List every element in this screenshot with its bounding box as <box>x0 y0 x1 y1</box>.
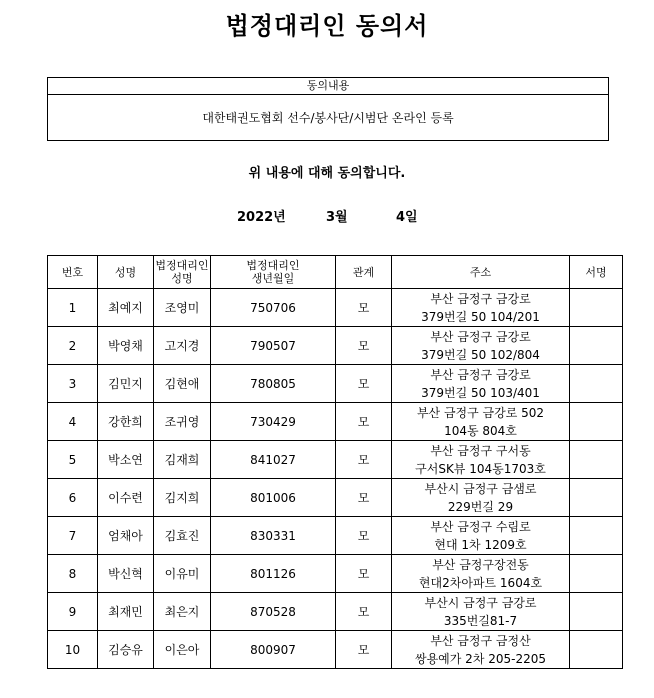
guardian-birthdate: 870528 <box>211 593 336 631</box>
student-name: 김민지 <box>98 365 154 403</box>
student-name: 김승유 <box>98 631 154 669</box>
guardian-birthdate: 780805 <box>211 365 336 403</box>
row-number: 1 <box>48 289 98 327</box>
date-month: 3월 <box>326 210 348 225</box>
table-row <box>48 289 623 327</box>
header-address: 주소 <box>392 256 570 289</box>
relation: 모 <box>336 327 392 365</box>
table-row <box>48 365 623 403</box>
guardian-birthdate: 801126 <box>211 555 336 593</box>
row-number: 2 <box>48 327 98 365</box>
address-line-1: 부산시 금정구 금강로 <box>424 595 537 610</box>
guardian-birthdate: 750706 <box>211 289 336 327</box>
date-day: 4일 <box>396 210 418 225</box>
guardian-roster-table <box>47 255 623 669</box>
relation: 모 <box>336 441 392 479</box>
table-row <box>48 631 623 669</box>
consent-header: 동의내용 <box>48 78 608 95</box>
address-line-2: 379번길 50 104/201 <box>421 309 540 324</box>
address-line-2: 현대 1차 1209호 <box>434 537 527 552</box>
table-row <box>48 327 623 365</box>
table-header-row <box>48 256 623 289</box>
signature-cell[interactable] <box>570 441 623 479</box>
student-name: 엄채아 <box>98 517 154 555</box>
address-line-2: 335번길81-7 <box>443 613 518 628</box>
table-row <box>48 517 623 555</box>
guardian-birthdate: 800907 <box>211 631 336 669</box>
guardian-name: 이은아 <box>154 631 211 669</box>
signature-cell[interactable] <box>570 289 623 327</box>
relation: 모 <box>336 479 392 517</box>
signature-cell[interactable] <box>570 631 623 669</box>
student-name: 박영채 <box>98 327 154 365</box>
address-line-2: 379번길 50 103/401 <box>421 385 540 400</box>
address-line-2: 현대2차아파트 1604호 <box>418 575 543 590</box>
table-row <box>48 555 623 593</box>
date-year: 2022년 <box>237 210 286 225</box>
table-row <box>48 479 623 517</box>
signature-cell[interactable] <box>570 365 623 403</box>
relation: 모 <box>336 517 392 555</box>
guardian-name: 김지희 <box>154 479 211 517</box>
address <box>392 479 570 517</box>
relation: 모 <box>336 365 392 403</box>
header-relation: 관계 <box>336 256 392 289</box>
guardian-name: 김재희 <box>154 441 211 479</box>
address <box>392 403 570 441</box>
row-number: 5 <box>48 441 98 479</box>
address-line-2: 229번길 29 <box>447 499 514 514</box>
guardian-birthdate: 730429 <box>211 403 336 441</box>
address-line-1: 부산 금정구 금강로 502 <box>416 405 545 420</box>
row-number: 8 <box>48 555 98 593</box>
student-name: 이수련 <box>98 479 154 517</box>
signature-cell[interactable] <box>570 479 623 517</box>
address <box>392 327 570 365</box>
guardian-name: 조영미 <box>154 289 211 327</box>
signature-cell[interactable] <box>570 403 623 441</box>
guardian-name: 최은지 <box>154 593 211 631</box>
address-line-2: 104동 804호 <box>444 423 517 438</box>
address <box>392 517 570 555</box>
address-line-1: 부산 금정구 수림로 <box>430 519 531 534</box>
guardian-name: 김효진 <box>154 517 211 555</box>
row-number: 4 <box>48 403 98 441</box>
row-number: 10 <box>48 631 98 669</box>
guardian-birthdate: 830331 <box>211 517 336 555</box>
header-number: 번호 <box>48 256 98 289</box>
consent-body: 대한태권도협회 선수/봉사단/시범단 온라인 등록 <box>202 111 454 125</box>
address-line-1: 부산시 금정구 금샘로 <box>424 481 537 496</box>
address-line-1: 부산 금정구장전동 <box>432 557 529 572</box>
header-guardian-name: 법정대리인 성명 <box>154 256 211 289</box>
student-name: 강한희 <box>98 403 154 441</box>
address-line-2: 구서SK뷰 104동1703호 <box>415 461 546 476</box>
address-line-1: 부산 금정구 금강로 <box>430 291 531 306</box>
guardian-name: 고지경 <box>154 327 211 365</box>
signature-cell[interactable] <box>570 327 623 365</box>
address <box>392 555 570 593</box>
table-row <box>48 403 623 441</box>
address <box>392 631 570 669</box>
address-line-1: 부산 금정구 금강로 <box>430 329 531 344</box>
row-number: 6 <box>48 479 98 517</box>
signature-cell[interactable] <box>570 517 623 555</box>
student-name: 박소연 <box>98 441 154 479</box>
row-number: 7 <box>48 517 98 555</box>
address <box>392 441 570 479</box>
guardian-name: 조귀영 <box>154 403 211 441</box>
document-title: 법정대리인 동의서 <box>225 11 429 40</box>
consent-box <box>47 77 609 141</box>
signature-cell[interactable] <box>570 555 623 593</box>
guardian-name: 이유미 <box>154 555 211 593</box>
address <box>392 365 570 403</box>
guardian-birthdate: 790507 <box>211 327 336 365</box>
header-guardian-birth: 법정대리인 생년월일 <box>211 256 336 289</box>
relation: 모 <box>336 631 392 669</box>
address-line-2: 379번길 50 102/804 <box>421 347 540 362</box>
address-line-1: 부산 금정구 금정산 <box>430 633 531 648</box>
relation: 모 <box>336 289 392 327</box>
address <box>392 289 570 327</box>
student-name: 박신혁 <box>98 555 154 593</box>
student-name: 최예지 <box>98 289 154 327</box>
row-number: 9 <box>48 593 98 631</box>
table-row <box>48 441 623 479</box>
header-name: 성명 <box>98 256 154 289</box>
relation: 모 <box>336 555 392 593</box>
address-line-1: 부산 금정구 구서동 <box>430 443 531 458</box>
guardian-birthdate: 801006 <box>211 479 336 517</box>
student-name: 최재민 <box>98 593 154 631</box>
address-line-2: 쌍용예가 2차 205-2205 <box>415 651 546 666</box>
guardian-birthdate: 841027 <box>211 441 336 479</box>
address <box>392 593 570 631</box>
agreement-statement: 위 내용에 대해 동의합니다. <box>248 166 406 181</box>
address-line-1: 부산 금정구 금강로 <box>430 367 531 382</box>
guardian-name: 김현애 <box>154 365 211 403</box>
row-number: 3 <box>48 365 98 403</box>
relation: 모 <box>336 593 392 631</box>
table-row <box>48 593 623 631</box>
relation: 모 <box>336 403 392 441</box>
header-signature: 서명 <box>570 256 623 289</box>
signature-cell[interactable] <box>570 593 623 631</box>
